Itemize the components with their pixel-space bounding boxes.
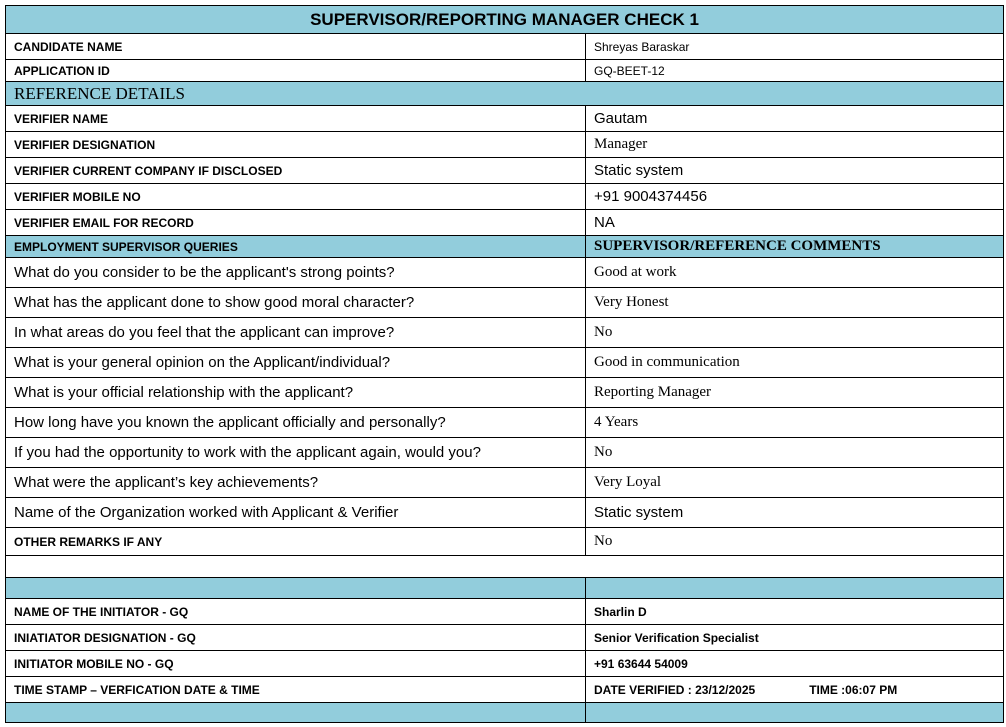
verifier-email-label: VERIFIER EMAIL FOR RECORD: [6, 210, 586, 236]
date-verified: DATE VERIFIED : 23/12/2025: [594, 682, 756, 697]
table-row: [6, 625, 1004, 651]
verifier-company-label: VERIFIER CURRENT COMPANY IF DISCLOSED: [6, 158, 586, 184]
verifier-name-label: VERIFIER NAME: [6, 106, 586, 132]
table-row: [6, 677, 1004, 703]
query-question: What were the applicant’s key achievements?: [6, 468, 586, 498]
other-remarks-value: No: [586, 528, 1004, 556]
table-row: [6, 210, 1004, 236]
table-row: [6, 651, 1004, 677]
spacer-cell: [586, 578, 1004, 599]
spacer-row: [6, 703, 1004, 723]
verifier-mobile-value: +91 9004374456: [586, 184, 1004, 210]
time-verified: TIME :06:07 PM: [809, 682, 898, 697]
query-row: [6, 498, 1004, 528]
initiator-mobile-value: +91 63644 54009: [586, 651, 1004, 677]
query-answer: Very Honest: [586, 288, 1004, 318]
spacer-cell: [6, 578, 586, 599]
reference-details-header: REFERENCE DETAILS: [6, 82, 1004, 106]
query-answer: Reporting Manager: [586, 378, 1004, 408]
timestamp-value: [586, 677, 1004, 703]
application-id-label: APPLICATION ID: [6, 60, 586, 82]
query-answer: No: [586, 438, 1004, 468]
other-remarks-label: OTHER REMARKS IF ANY: [6, 528, 586, 556]
table-row: [6, 132, 1004, 158]
query-row: [6, 318, 1004, 348]
query-answer: Good in communication: [586, 348, 1004, 378]
reference-header-row: [6, 82, 1004, 106]
query-question: What do you consider to be the applicant's strong points?: [6, 258, 586, 288]
query-answer: Good at work: [586, 258, 1004, 288]
query-question: What has the applicant done to show good moral character?: [6, 288, 586, 318]
query-question: What is your general opinion on the Applicant/individual?: [6, 348, 586, 378]
query-row: [6, 438, 1004, 468]
candidate-name-value: Shreyas Baraskar: [586, 34, 1004, 60]
verifier-designation-label: VERIFIER DESIGNATION: [6, 132, 586, 158]
table-row: [6, 158, 1004, 184]
query-row: [6, 378, 1004, 408]
table-row: [6, 184, 1004, 210]
verifier-company-value: Static system: [586, 158, 1004, 184]
queries-header-row: [6, 236, 1004, 258]
query-question: If you had the opportunity to work with the applicant again, would you?: [6, 438, 586, 468]
spacer-cell: [6, 703, 586, 723]
query-row: [6, 348, 1004, 378]
initiator-mobile-label: INITIATOR MOBILE NO - GQ: [6, 651, 586, 677]
query-question: In what areas do you feel that the applicant can improve?: [6, 318, 586, 348]
query-question: Name of the Organization worked with Applicant & Verifier: [6, 498, 586, 528]
table-row: [6, 528, 1004, 556]
candidate-name-label: CANDIDATE NAME: [6, 34, 586, 60]
initiator-name-label: NAME OF THE INITIATOR - GQ: [6, 599, 586, 625]
verifier-email-value: NA: [586, 210, 1004, 236]
verifier-name-value: Gautam: [586, 106, 1004, 132]
table-row: [6, 599, 1004, 625]
title-row: [6, 6, 1004, 34]
query-question: How long have you known the applicant officially and personally?: [6, 408, 586, 438]
initiator-name-value: Sharlin D: [586, 599, 1004, 625]
table-row: [6, 60, 1004, 82]
verifier-designation-value: Manager: [586, 132, 1004, 158]
query-question: What is your official relationship with the applicant?: [6, 378, 586, 408]
query-answer: 4 Years: [586, 408, 1004, 438]
query-row: [6, 408, 1004, 438]
comments-header: SUPERVISOR/REFERENCE COMMENTS: [586, 236, 1004, 258]
verifier-mobile-label: VERIFIER MOBILE NO: [6, 184, 586, 210]
table-row: [6, 106, 1004, 132]
supervisor-check-table: [5, 5, 1004, 723]
spacer-row: [6, 578, 1004, 599]
query-row: [6, 468, 1004, 498]
blank-row: [6, 556, 1004, 578]
query-answer: Very Loyal: [586, 468, 1004, 498]
initiator-designation-value: Senior Verification Specialist: [586, 625, 1004, 651]
form-title: SUPERVISOR/REPORTING MANAGER CHECK 1: [6, 6, 1004, 34]
query-row: [6, 258, 1004, 288]
queries-header: EMPLOYMENT SUPERVISOR QUERIES: [6, 236, 586, 258]
timestamp-label: TIME STAMP – VERFICATION DATE & TIME: [6, 677, 586, 703]
query-row: [6, 288, 1004, 318]
initiator-designation-label: INIATIATOR DESIGNATION - GQ: [6, 625, 586, 651]
table-row: [6, 34, 1004, 60]
blank-cell: [6, 556, 1004, 578]
query-answer: Static system: [586, 498, 1004, 528]
query-answer: No: [586, 318, 1004, 348]
spacer-cell: [586, 703, 1004, 723]
application-id-value: GQ-BEET-12: [586, 60, 1004, 82]
